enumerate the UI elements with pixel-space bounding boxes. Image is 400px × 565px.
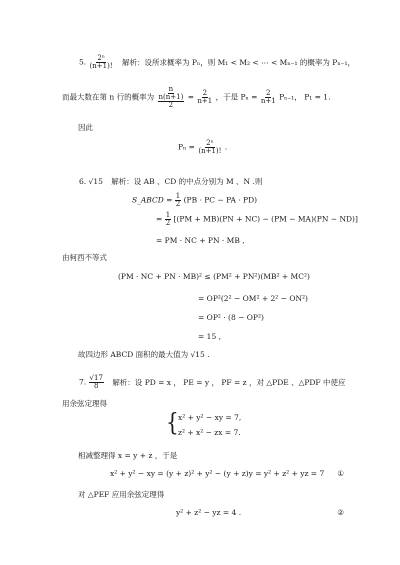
problem-5-frac-1-inner	[158, 94, 185, 109]
equation-tag-1: ①	[337, 469, 344, 478]
problem-7-pef: 对 △PEF 应用余弦定理得	[78, 490, 165, 499]
problem-5-frac-2-den: n+1	[197, 97, 213, 105]
problem-5-frac-3-num: 2	[266, 89, 271, 97]
equation-tag-2: ②	[337, 508, 344, 517]
problem-5-line-2	[62, 86, 330, 109]
problem-6-s2-rhs: [(PM + MB)(PN + NC) − (PM − MA)(PN − ND)]	[173, 214, 358, 224]
problem-5-line2-suffix: ，于是 Pₙ =	[215, 92, 258, 102]
problem-5-result-lhs: Pₙ =	[178, 142, 195, 152]
problem-5-line2-eq: =	[187, 92, 194, 102]
problem-6-cauchy: 由柯西不等式	[62, 253, 107, 262]
problem-5-analysis: 解析：设所求概率为 Pₙ，则 M₁ < M₂ < ⋯ < Mₙ₋₁ 的概率为 Pₙ₋₁，	[122, 57, 356, 67]
problem-6-s1-frac-num: 1	[175, 192, 181, 200]
problem-6-conclusion: 故四边形 ABCD 面积的最大值为 √15 .	[78, 350, 210, 359]
problem-5-answer-den: (n+1)!	[89, 62, 113, 70]
problem-6-s2-frac-den: 2	[165, 219, 171, 227]
problem-7-number: 7.	[79, 377, 87, 387]
problem-5-frac-3-den: n+1	[260, 97, 276, 105]
problem-6-answer: √15	[88, 177, 103, 186]
problem-5-result-num: 2ⁿ	[206, 139, 214, 147]
problem-7-analysis: 解析：设 PD = x ， PE = y ， PF = z ，对 △PDE 、△PDF 中使应	[112, 377, 346, 387]
problem-5-frac-1-inner-num: n(n+1)	[158, 93, 184, 101]
problem-6-c2: = OP²(2² − OM² + 2² − ON²)	[198, 294, 308, 303]
problem-5-answer	[89, 55, 114, 70]
problem-6-s1-frac-den: 2	[175, 200, 181, 208]
problem-5-frac-2	[196, 90, 213, 105]
problem-5-result-den: (n+1)!	[198, 147, 222, 155]
problem-7-eq-1: x² + y² − xy = (y + z)² + y² − (y + z)y = y² + z² + yz = 7	[110, 469, 325, 478]
problem-5-result-end: .	[224, 142, 228, 152]
problem-6-c1: (PM · NC + PN · MB)² ≤ (PM² + PN²)(MB² + MC²)	[118, 272, 310, 281]
problem-6-s2-frac-num: 1	[165, 211, 171, 219]
problem-6-c4: = 15 ,	[198, 332, 221, 341]
problem-5-frac-1-den	[157, 94, 186, 109]
problem-6-s3: = PM · NC + PN · MB ,	[156, 236, 245, 245]
problem-5-result-frac	[197, 140, 222, 155]
problem-6-header	[79, 178, 262, 186]
problem-6-analysis: 解析：设 AB 、CD 的中点分别为 M 、N .则	[111, 177, 263, 186]
problem-5-frac-2-num: 2	[202, 89, 208, 97]
problem-6-s1-rhs: (PB · PC − PA · PD)	[183, 195, 258, 205]
problem-6-s1-lhs: S_ABCD =	[132, 195, 173, 205]
problem-6-number: 6.	[79, 177, 87, 186]
problem-5-frac-1	[157, 86, 186, 109]
problem-6-c3: = OP² · (8 − OP²)	[198, 313, 264, 322]
problem-5-frac-3	[260, 90, 277, 105]
problem-5-result	[178, 140, 227, 155]
problem-6-s1-frac	[175, 193, 181, 208]
problem-7-answer-den: 8	[94, 382, 99, 390]
problem-5-line2-prefix: 而最大数在第 n 行的概率为	[62, 92, 155, 102]
problem-5-line2-end: Pₙ₋₁， P₁ = 1.	[279, 92, 331, 102]
problem-7-answer	[89, 375, 104, 390]
problem-6-s2	[156, 212, 358, 227]
problem-7-eq-2: y² + z² − yz = 4 .	[176, 508, 242, 517]
problem-5-answer-num: 2ⁿ	[97, 54, 105, 62]
problem-5-header	[79, 55, 355, 70]
problem-5-number: 5.	[79, 57, 87, 67]
problem-6-s1	[132, 193, 257, 208]
problem-5-frac-1-num: n	[168, 85, 174, 93]
problem-7-header	[79, 375, 346, 390]
problem-7-sys-1: x² + y² − xy = 7,	[178, 413, 242, 422]
system-brace: {	[166, 407, 179, 437]
problem-5-frac-1-inner-den: 2	[168, 101, 174, 109]
problem-7-analysis-2: 用余弦定理得	[62, 399, 107, 408]
problem-6-s2-eq: =	[156, 214, 163, 224]
problem-7-subtract: 相减整理得 x = y + z ，于是	[78, 451, 178, 460]
problem-7-sys-2: z² + x² − zx = 7.	[178, 428, 241, 437]
problem-7-answer-num: √17	[89, 374, 103, 382]
problem-5-therefore: 因此	[78, 123, 93, 132]
problem-6-s2-frac	[165, 212, 171, 227]
